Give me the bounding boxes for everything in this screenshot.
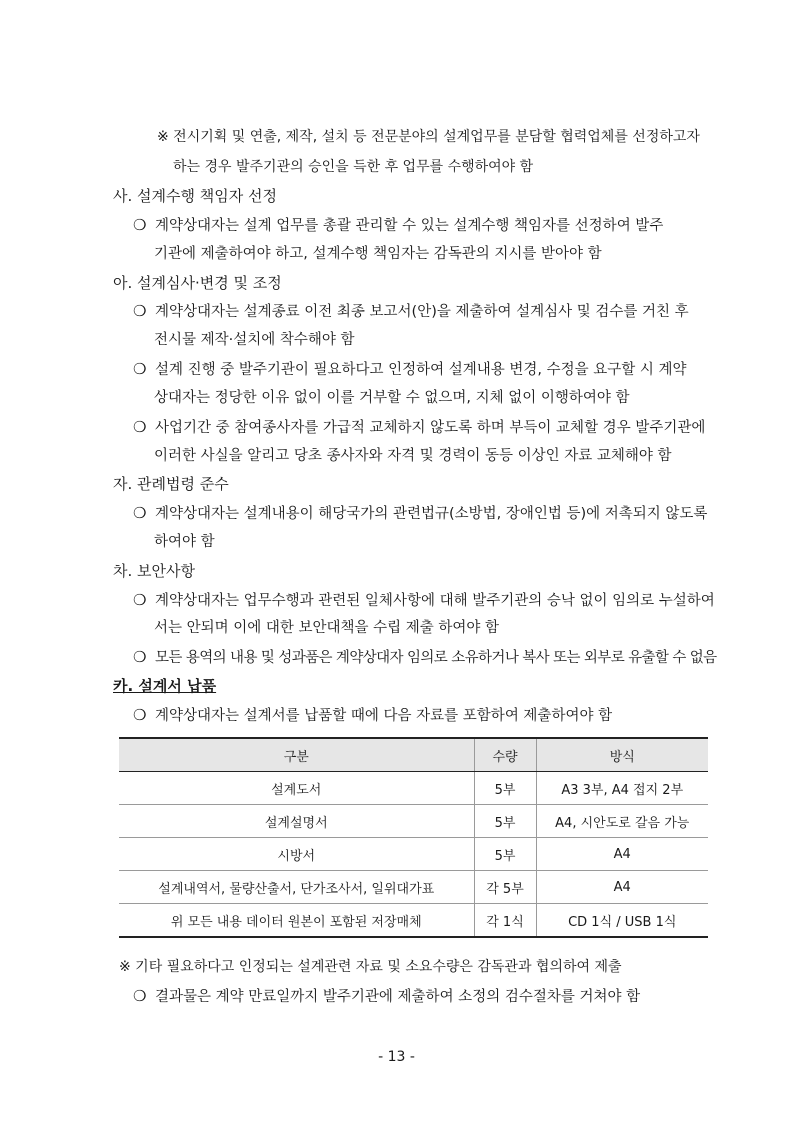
circle-bullet-icon: ❍ [133, 360, 147, 378]
header-quantity: 수량 [474, 738, 536, 772]
bullet-item [133, 215, 663, 236]
bullet-continuation: 서는 안되며 이에 대한 보안대책을 수립 제출 하여야 함 [154, 620, 500, 636]
bullet-text: 계약상대자는 설계종료 이전 최종 보고서(안)을 제출하여 설계심사 및 검수를 거친 후 [155, 304, 689, 320]
deliverables-table [119, 737, 708, 938]
bullet-item [133, 590, 715, 611]
cell-quantity: 5부 [474, 772, 536, 805]
table-row [119, 772, 708, 805]
bullet-item [133, 647, 717, 668]
cell-category: 위 모든 내용 데이터 원본이 포함된 저장매체 [119, 904, 474, 938]
cell-method: A4 [536, 838, 708, 871]
bullet-text: 계약상대자는 설계서를 납품할 때에 다음 자료를 포함하여 제출하여야 함 [155, 708, 613, 724]
section-heading-ka [113, 676, 216, 696]
bullet-item [133, 503, 707, 524]
bullet-continuation: 하여야 함 [154, 534, 215, 550]
cell-quantity: 5부 [474, 838, 536, 871]
circle-bullet-icon: ❍ [133, 302, 147, 320]
bullet-item [133, 705, 612, 726]
bullet-text: 설계 진행 중 발주기관이 필요하다고 인정하여 설계내용 변경, 수정을 요구할 시 계약 [155, 362, 687, 378]
table-row [119, 871, 708, 904]
cell-method: A3 3부, A4 접지 2부 [536, 772, 708, 805]
cell-quantity: 각 1식 [474, 904, 536, 938]
note-cooperation-line2: 하는 경우 발주기관의 승인을 득한 후 업무를 수행하여야 함 [173, 159, 534, 175]
header-category: 구분 [119, 738, 474, 772]
bullet-text: 모든 용역의 내용 및 성과품은 계약상대자 임의로 소유하거나 복사 또는 외부로 유출할 수 없음 [155, 650, 717, 666]
table-row [119, 838, 708, 871]
bullet-item [133, 301, 689, 322]
bullet-continuation: 상대자는 정당한 이유 없이 이를 거부할 수 없으며, 지체 없이 이행하여야 함 [154, 390, 630, 406]
table-header-row [119, 738, 708, 772]
bullet-item [133, 417, 705, 438]
header-method: 방식 [536, 738, 708, 772]
underlined-heading: 카. 설계서 납품 [113, 677, 217, 695]
circle-bullet-icon: ❍ [133, 648, 146, 666]
bullet-text: 계약상대자는 설계 업무를 총괄 관리할 수 있는 설계수행 책임자를 선정하여 발주 [155, 218, 664, 234]
page-number: - 13 - [378, 1049, 415, 1065]
bullet-item [133, 359, 687, 380]
circle-bullet-icon: ❍ [133, 591, 147, 609]
circle-bullet-icon: ❍ [133, 504, 147, 522]
note-other-materials: ※ 기타 필요하다고 인정되는 설계관련 자료 및 소요수량은 감독관과 협의하여 제출 [119, 959, 622, 975]
section-heading-ja: 자. 관례법령 준수 [113, 475, 229, 493]
circle-bullet-icon: ❍ [133, 987, 147, 1005]
bullet-continuation: 기관에 제출하여야 하고, 설계수행 책임자는 감독관의 지시를 받아야 함 [154, 246, 602, 262]
cell-category: 설계도서 [119, 772, 474, 805]
cell-method: CD 1식 / USB 1식 [536, 904, 708, 938]
section-heading-a: 아. 설계심사·변경 및 조정 [113, 274, 282, 292]
cell-method: A4, 시안도로 갈음 가능 [536, 805, 708, 838]
table-row [119, 805, 708, 838]
circle-bullet-icon: ❍ [133, 418, 147, 436]
section-heading-sa: 사. 설계수행 책임자 선정 [113, 187, 277, 205]
note-cooperation-line1: ※ 전시기획 및 연출, 제작, 설치 등 전문분야의 설계업무를 분담할 협력업체를 선정하고자 [157, 129, 700, 145]
circle-bullet-icon: ❍ [133, 216, 147, 234]
section-heading-cha: 차. 보안사항 [113, 562, 195, 580]
cell-category: 설계설명서 [119, 805, 474, 838]
bullet-text: 계약상대자는 업무수행과 관련된 일체사항에 대해 발주기관의 승낙 없이 임의로 누설하여 [155, 593, 715, 609]
bullet-continuation: 전시물 제작·설치에 착수해야 함 [154, 332, 355, 348]
cell-category: 설계내역서, 물량산출서, 단가조사서, 일위대가표 [119, 871, 474, 904]
bullet-text: 결과물은 계약 만료일까지 발주기관에 제출하여 소정의 검수절차를 거쳐야 함 [155, 989, 641, 1005]
bullet-item [133, 986, 640, 1007]
table-row [119, 904, 708, 938]
cell-quantity: 5부 [474, 805, 536, 838]
cell-method: A4 [536, 871, 708, 904]
cell-quantity: 각 5부 [474, 871, 536, 904]
bullet-continuation: 이러한 사실을 알리고 당초 종사자와 자격 및 경력이 동등 이상인 자료 교체해야 함 [154, 448, 672, 464]
circle-bullet-icon: ❍ [133, 706, 147, 724]
cell-category: 시방서 [119, 838, 474, 871]
bullet-text: 계약상대자는 설계내용이 해당국가의 관련법규(소방법, 장애인법 등)에 저촉되지 않도록 [155, 506, 708, 522]
bullet-text: 사업기간 중 참여종사자를 가급적 교체하지 않도록 하며 부득이 교체할 경우 발주기관에 [155, 420, 706, 436]
